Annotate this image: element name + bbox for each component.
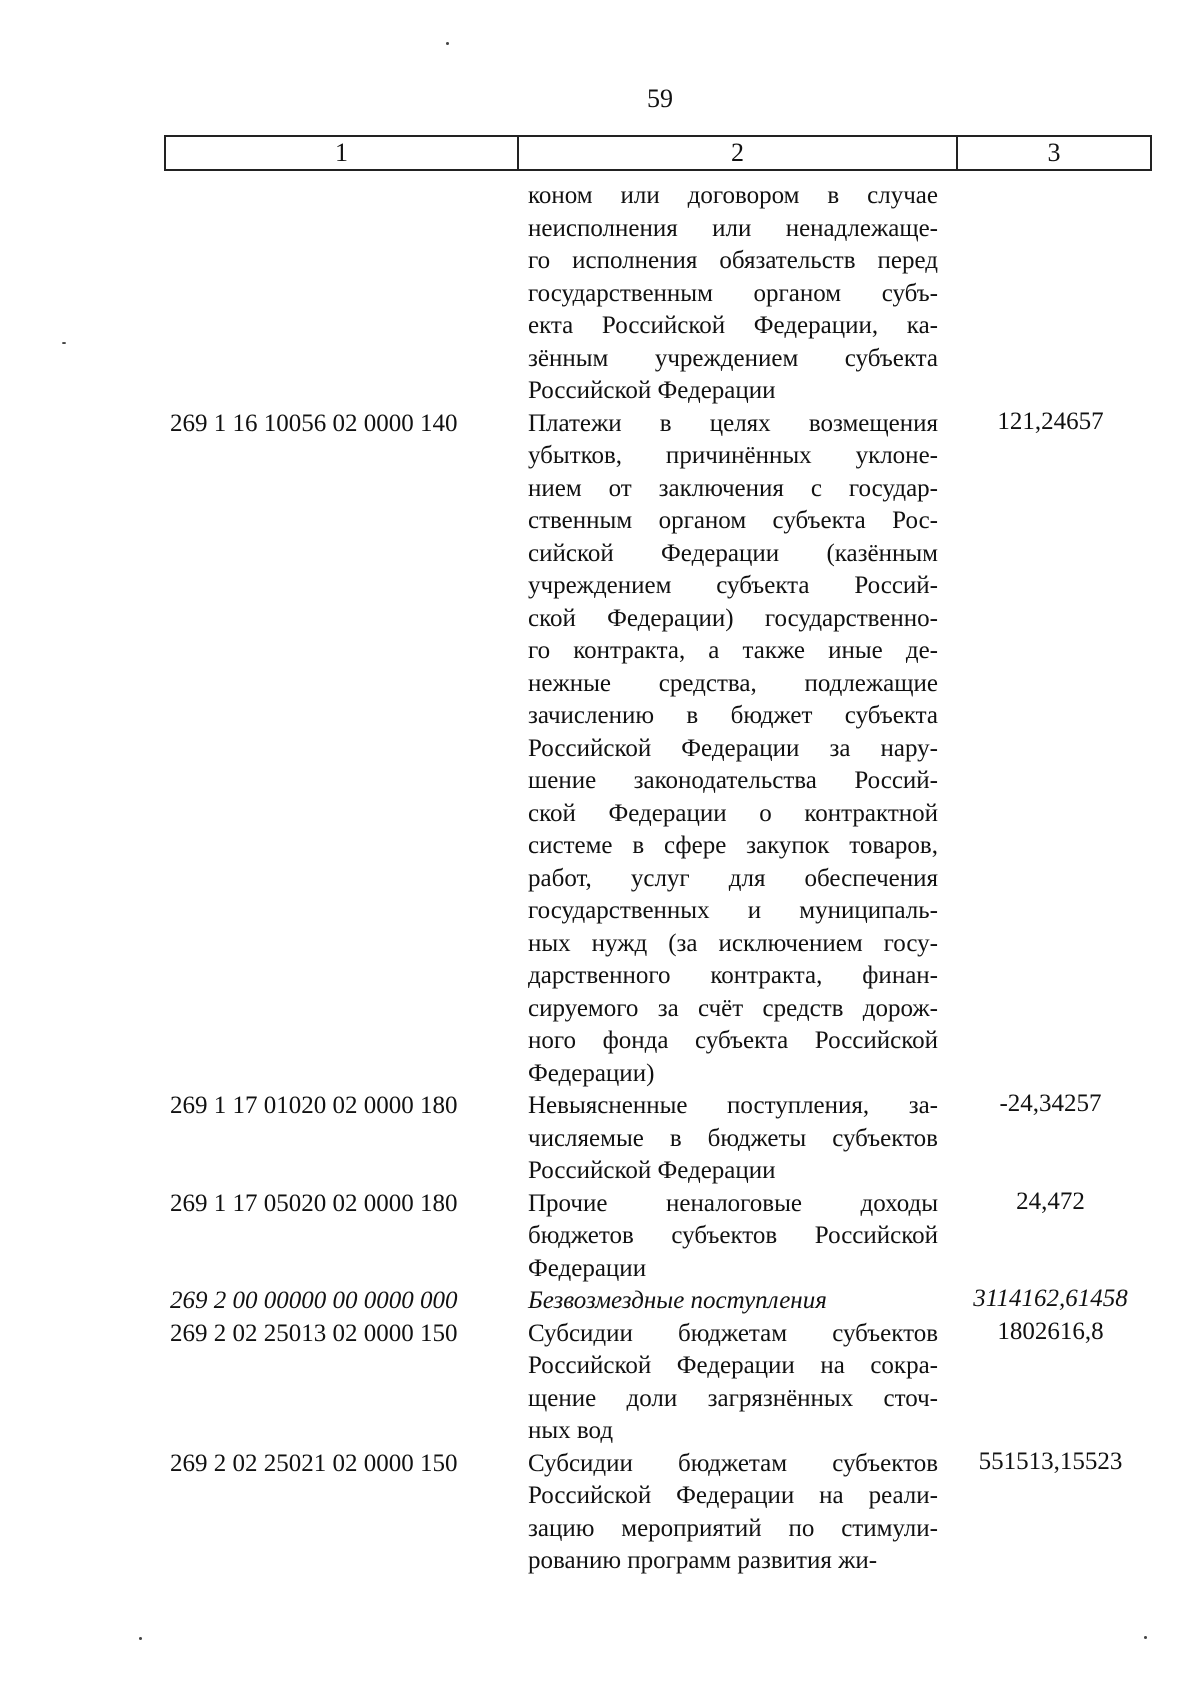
- description-line: Платежи в целях возмещения: [528, 409, 938, 437]
- description-line: зённым учреждением субъекта: [528, 344, 938, 372]
- description-line: сийской Федерации (казённым: [528, 539, 938, 567]
- description-line: нием от заключения с государ-: [528, 474, 938, 502]
- description-line: Прочие неналоговые доходы: [528, 1189, 938, 1217]
- column-header-3: 3: [957, 136, 1151, 170]
- description-line: ного фонда субъекта Российской: [528, 1027, 938, 1054]
- description-line: екта Российской Федерации, ка-: [528, 312, 938, 339]
- description-line: рованию программ развития жи-: [528, 1547, 878, 1574]
- amount: -24,34257: [999, 1090, 1102, 1117]
- column-header-1: 1: [165, 136, 518, 170]
- description-line: бюджетов субъектов Российской: [528, 1222, 938, 1249]
- revenue-description: [528, 1318, 938, 1448]
- amount: 3114162,61458: [973, 1285, 1128, 1312]
- description-line: Невыясненные поступления, за-: [528, 1092, 938, 1119]
- description-line: го исполнения обязательств перед: [528, 247, 938, 274]
- description-line: сируемого за счёт средств дорож-: [528, 994, 938, 1022]
- description-line: щение доли загрязнённых сточ-: [528, 1384, 938, 1412]
- description-line: коном или договором в случае: [528, 182, 938, 209]
- description-line: учреждением субъекта Россий-: [528, 572, 938, 599]
- budget-code: 269 1 17 05020 02 0000 180: [170, 1189, 458, 1217]
- description-line: убытков, причинённых уклоне-: [528, 442, 938, 469]
- description-line: Субсидии бюджетам субъектов: [528, 1449, 938, 1477]
- description-line: шение законодательства Россий-: [528, 767, 938, 794]
- table-row: [0, 1448, 1200, 1578]
- revenue-description: [528, 408, 938, 1091]
- revenue-description: [528, 1448, 938, 1578]
- description-line: зачислению в бюджет субъекта: [528, 702, 938, 729]
- budget-code: 269 2 00 00000 00 0000 000: [170, 1287, 458, 1314]
- revenue-description: [528, 180, 938, 408]
- table-row: [0, 1188, 1200, 1286]
- revenue-description: [528, 1188, 938, 1286]
- description-line: Субсидии бюджетам субъектов: [528, 1319, 938, 1347]
- revenue-description: [528, 1090, 938, 1188]
- description-line: государственных и муниципаль-: [528, 897, 938, 924]
- budget-code: 269 1 16 10056 02 0000 140: [170, 409, 458, 437]
- scan-speck: [139, 1637, 142, 1640]
- description-line: работ, услуг для обеспечения: [528, 864, 938, 892]
- description-line: государственным органом субъ-: [528, 279, 938, 307]
- scan-speck: [446, 42, 449, 45]
- table-row: [0, 1318, 1200, 1448]
- description-line: Безвозмездные поступления: [528, 1287, 827, 1314]
- description-line: ской Федерации о контрактной: [528, 799, 938, 827]
- budget-code: 269 1 17 01020 02 0000 180: [170, 1092, 458, 1119]
- description-line: Российской Федерации на сокра-: [528, 1352, 938, 1379]
- description-line: ных вод: [528, 1417, 614, 1444]
- table-row: [0, 1285, 1200, 1318]
- description-line: го контракта, а также иные де-: [528, 637, 938, 664]
- description-line: ской Федерации) государственно-: [528, 604, 938, 632]
- description-line: Российской Федерации за нару-: [528, 734, 938, 762]
- table-header: [164, 135, 1152, 171]
- page-number: 59: [647, 84, 673, 113]
- description-line: числяемые в бюджеты субъектов: [528, 1124, 938, 1152]
- description-line: зацию мероприятий по стимули-: [528, 1514, 938, 1542]
- description-line: Российской Федерации: [528, 377, 776, 404]
- table-body: [0, 180, 1200, 1578]
- description-line: нежные средства, подлежащие: [528, 669, 938, 697]
- amount: 1802616,8: [997, 1317, 1104, 1345]
- description-line: неисполнения или ненадлежаще-: [528, 214, 938, 242]
- revenue-description: [528, 1285, 938, 1318]
- column-header-2: 2: [518, 136, 957, 170]
- amount: 121,24657: [997, 407, 1104, 435]
- description-line: Федерации): [528, 1059, 655, 1087]
- description-line: ственным органом субъекта Рос-: [528, 507, 938, 534]
- amount: 551513,15523: [978, 1447, 1123, 1475]
- description-line: дарственного контракта, финан-: [528, 962, 938, 989]
- description-line: Федерации: [528, 1254, 647, 1282]
- scan-speck: [62, 342, 66, 344]
- budget-code: 269 2 02 25021 02 0000 150: [170, 1449, 458, 1477]
- table-row: [0, 408, 1200, 1091]
- scan-speck: [1144, 1636, 1147, 1639]
- amount: 24,472: [1016, 1187, 1085, 1215]
- description-line: Российской Федерации на реали-: [528, 1482, 938, 1509]
- table-row: [0, 1090, 1200, 1188]
- table-row: [0, 180, 1200, 408]
- description-line: ных нужд (за исключением госу-: [528, 929, 938, 957]
- description-line: Российской Федерации: [528, 1157, 776, 1184]
- description-line: системе в сфере закупок товаров,: [528, 832, 938, 859]
- budget-code: 269 2 02 25013 02 0000 150: [170, 1319, 458, 1347]
